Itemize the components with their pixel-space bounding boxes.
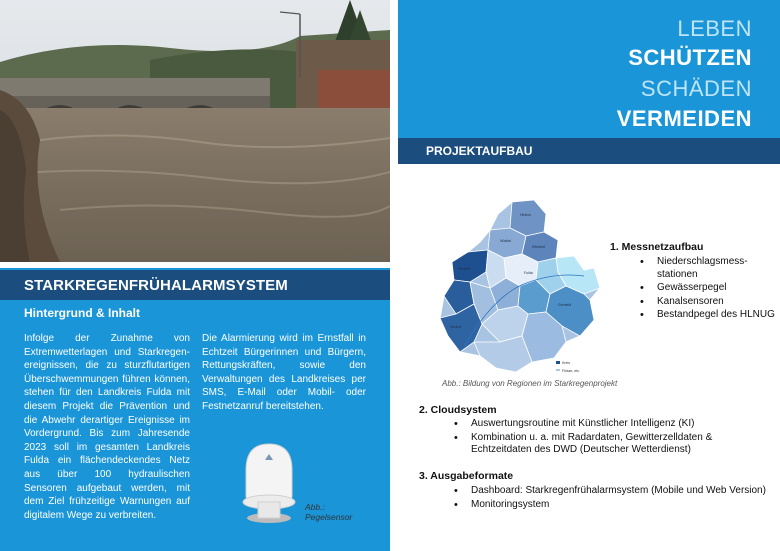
- section-title: PROJEKTAUFBAU: [426, 144, 533, 158]
- map-legend-fluesse: Flüsse, etc.: [562, 369, 580, 373]
- body-text-column-2: Die Alarmierung wird im Ernstfall in Echtzeit Bürgerinnen und Bürgern, Rettungskräften, sowie den Verwaltungen des Landkreises per SMS, E-Mail oder Mobil- oder Festnetzanruf bereitstehen.: [202, 333, 366, 412]
- sensor-caption-prefix: Abb.:: [305, 502, 325, 512]
- svg-text:Nüsttal: Nüsttal: [500, 239, 511, 243]
- svg-text:Eiterfeld: Eiterfeld: [532, 245, 545, 249]
- map-legend-kreis: Kreis: [562, 361, 570, 365]
- svg-text:Hilders: Hilders: [520, 213, 531, 217]
- river-photo: [0, 0, 390, 262]
- main-title: STARKREGENFRÜHALARMSYSTEM: [24, 277, 288, 294]
- map-caption: Abb.: Bildung von Regionen im Starkregenprojekt: [442, 379, 618, 388]
- list-item: • Dashboard: Starkregenfrühalarmsystem (Mobile und Web Version): [454, 485, 774, 498]
- list-item: • Monitoringsystem: [454, 499, 774, 512]
- list-item: • Niederschlagsmess-stationen: [640, 256, 780, 281]
- section-1-title: 1. Messnetzaufbau: [610, 241, 704, 253]
- right-page: [398, 0, 780, 551]
- list-item: • Auswertungsroutine mit Künstlicher Intelligenz (KI): [454, 418, 774, 431]
- slogan-line-1: LEBEN: [677, 16, 752, 41]
- region-map: [434, 196, 604, 383]
- subheading: Hintergrund & Inhalt: [24, 306, 140, 320]
- svg-text:Hünfeld: Hünfeld: [458, 267, 471, 271]
- svg-text:Neuhof: Neuhof: [450, 325, 462, 329]
- section-2-list: [454, 418, 774, 458]
- body-text-column-1: Infolge der Zunahme von Extremwetterlagen und Starkregenereignissen, die zu sturzflutartigen Überschwemmungen führen können, stehen für den Landkreis Fulda mit diesem Projekt die Prävention und die Abwehr derartiger Ereignisse im Vordergrund. Bis zum Jahresende 2023 soll im gesamten Landkreis Fulda ein flächendeckendes Netz aus über 100 hydraulischen Sensoren aufgebaut werden, mit dem Ziel frühzeitige Warnungen auf digitalem Wege zu verbreiten.: [24, 333, 190, 521]
- section-1-list: [640, 256, 780, 323]
- slogan-line-3: SCHÄDEN: [640, 76, 752, 101]
- list-item: • Kanalsensoren: [640, 296, 780, 309]
- level-sensor-image: [238, 440, 300, 529]
- svg-text:Gersfeld: Gersfeld: [558, 303, 572, 307]
- sensor-caption: [305, 502, 352, 522]
- slogan-line-4: VERMEIDEN: [616, 106, 752, 131]
- slogan-line-2: SCHÜTZEN: [628, 45, 752, 70]
- section-3-list: [454, 485, 774, 512]
- sensor-caption-label: Pegelsensor: [305, 512, 353, 522]
- list-item: • Bestandpegel des HLNUG: [640, 309, 780, 322]
- photo-credit: Foto: LK Fulda: [349, 255, 382, 261]
- section-3-title: 3. Ausgabeformate: [419, 470, 514, 482]
- list-item: • Kombination u. a. mit Radardaten, Gewitterzelldaten & Echtzeitdaten des DWD (Deutscher Wetterdienst): [454, 432, 774, 457]
- list-item: • Gewässerpegel: [640, 282, 780, 295]
- section-2-title: 2. Cloudsystem: [419, 404, 497, 416]
- svg-text:Fulda: Fulda: [524, 271, 533, 275]
